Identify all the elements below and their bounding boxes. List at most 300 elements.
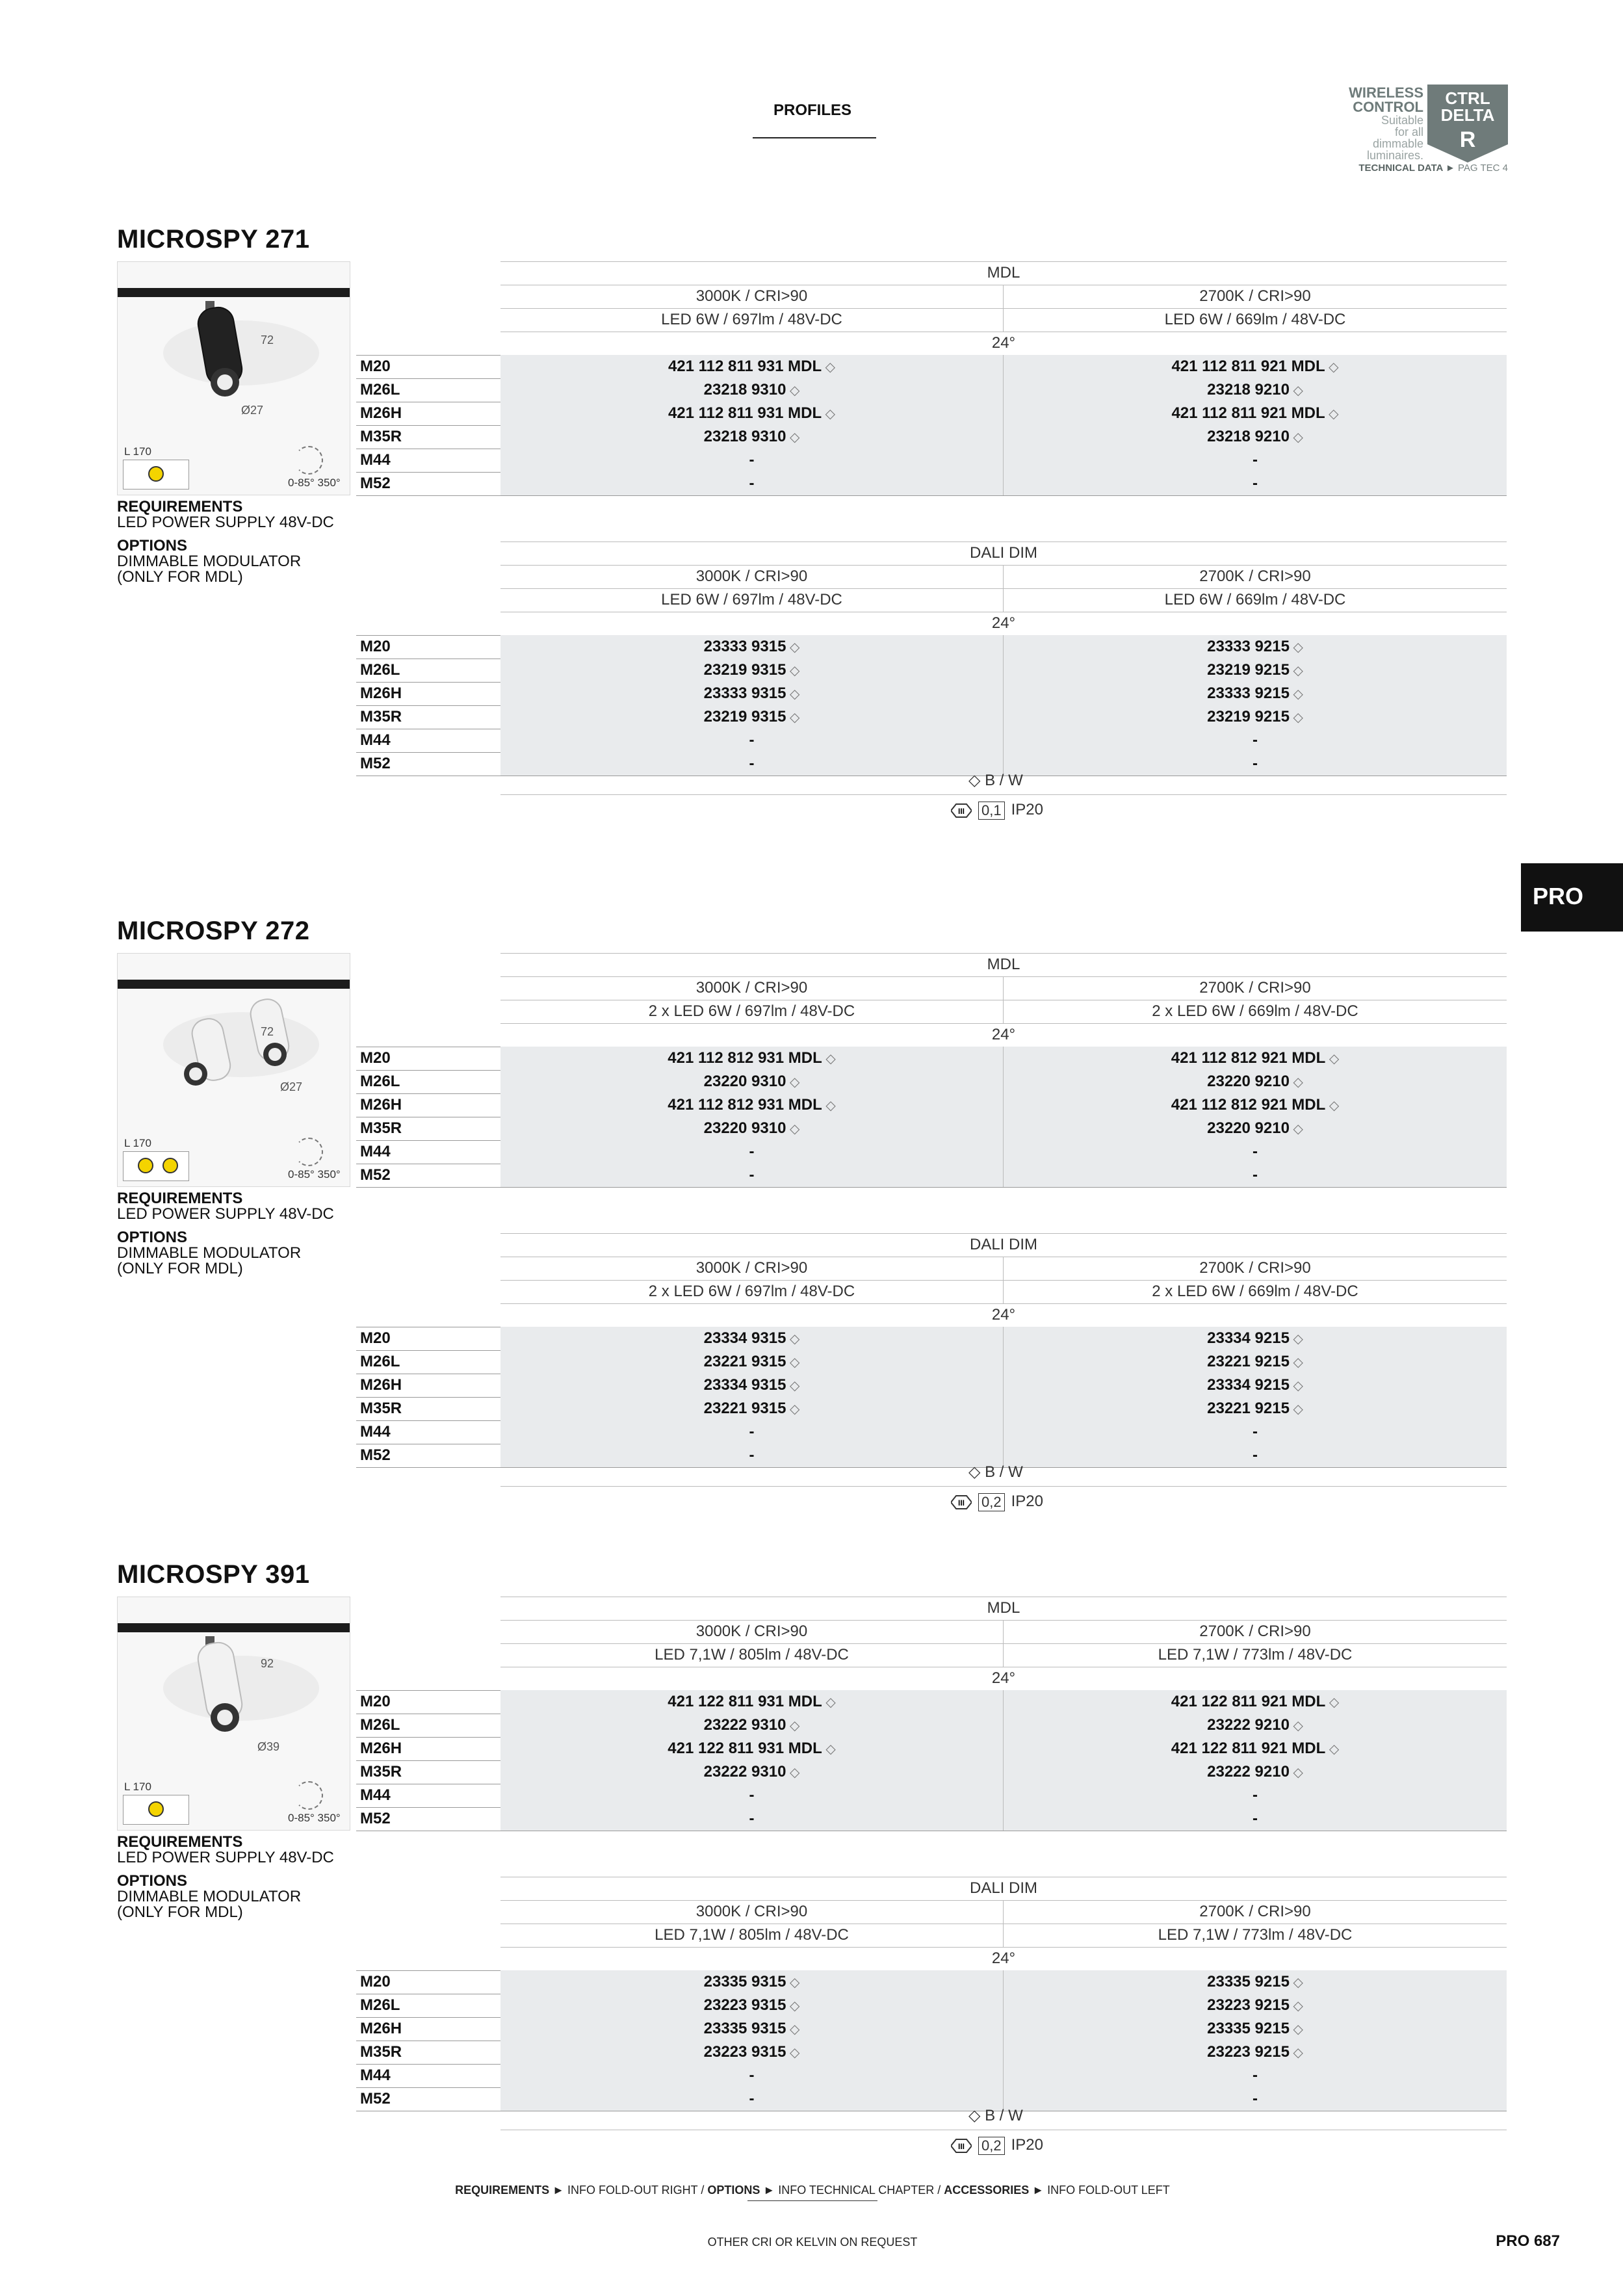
track-type-label: M35R [360,1119,402,1137]
product-code-text: 23219 9215 [1207,661,1290,679]
product-code-right [1004,1807,1507,1831]
finish-diamond-icon: ◇ [1325,1742,1340,1756]
table-title: DALI DIM [969,1236,1037,1253]
table-header-row [356,1257,1507,1280]
product-code-text: 23335 9315 [703,2020,786,2037]
product-code-text: 23222 9210 [1207,1763,1290,1781]
product-code-text: 23335 9215 [1207,2020,1290,2037]
product-code-left [500,1444,1003,1467]
finish-diamond-icon: ◇ [1289,1719,1303,1733]
finish-diamond-icon: ◇ [786,1402,800,1416]
finish-diamond-icon: ◇ [786,687,800,701]
track-type-label: M44 [360,731,391,749]
track-type-label: M44 [360,1143,391,1160]
requirements-heading: REQUIREMENTS [117,1833,243,1851]
rotation-icon [294,1138,323,1166]
requirements-value: LED POWER SUPPLY 48V-DC [117,514,334,531]
product-code-text: 23220 9210 [1207,1119,1290,1137]
suitable-line-4: luminaires. [1366,149,1423,162]
table-title: MDL [987,956,1020,973]
footer-req-text: INFO FOLD-OUT RIGHT / [567,2184,705,2197]
cct-left: 3000K / CRI>90 [695,979,808,997]
row-rule [356,495,1507,496]
track-type-label: M35R [360,708,402,725]
product-code-left [500,1117,1003,1140]
led-spec-right: LED 7,1W / 773lm / 48V-DC [1158,1926,1353,1944]
table-row [356,378,1507,402]
beam-angle: 24° [991,1026,1016,1043]
product-code-right [1004,1327,1507,1350]
product-code-right [1004,635,1507,659]
track-type-label: M26H [360,404,402,422]
table-header-row [356,1924,1507,1947]
product-code-left [500,1070,1003,1093]
finish-diamond-icon: ◇ [1289,640,1303,655]
product-code-text: 23219 9315 [703,661,786,679]
track-type-label: M44 [360,1786,391,1804]
finish-diamond-icon: ◇ [786,1075,800,1089]
rotation-label: 0-85° 350° [288,476,341,489]
led-dot-icon [148,1801,164,1817]
product-code-text: 23218 9310 [703,428,786,445]
column-divider [1003,1970,1004,1994]
product-code-left [500,1970,1003,1994]
table-row [356,729,1507,752]
finish-note: ◇ B / W [968,2107,1023,2124]
product-title: MICROSPY 391 [117,1560,310,1589]
finish-diamond-icon: ◇ [1289,1766,1303,1780]
finish-diamond-icon: ◇ [786,1999,800,2013]
product-code-left [500,2017,1003,2041]
product-code-text: 421 112 812 931 MDL [668,1096,822,1114]
table-header-row [356,1303,1507,1327]
column-divider [1003,1397,1004,1420]
column-divider [1003,355,1004,378]
finish-diamond-icon: ◇ [786,1122,800,1136]
footer-req-label: REQUIREMENTS ► [455,2184,564,2197]
track-type-label: M26H [360,685,402,702]
table-header-row [356,285,1507,308]
product-code-left [500,1093,1003,1117]
track-type-label: M26L [360,1353,400,1370]
finish-diamond-icon: ◇ [786,1976,800,1990]
footer-note: OTHER CRI OR KELVIN ON REQUEST [707,2236,918,2249]
led-dot-icon [138,1158,153,1173]
product-code-text: - [749,755,755,772]
product-code-right [1004,1093,1507,1117]
options-line-2: (ONLY FOR MDL) [117,1903,243,1921]
finish-diamond-icon: ◇ [1289,664,1303,678]
beam-angle: 24° [991,614,1016,632]
product-code-text: 421 112 812 931 MDL [668,1049,822,1067]
finish-diamond-icon: ◇ [1289,711,1303,725]
product-code-left [500,705,1003,729]
column-divider [1003,1280,1004,1303]
product-code-text: 23335 9215 [1207,1973,1290,1990]
led-spec-right: LED 6W / 669lm / 48V-DC [1164,591,1346,608]
product-photo [117,953,350,1187]
table-row [356,402,1507,425]
product-code-right [1004,1714,1507,1737]
dimension-height: 72 [261,333,274,346]
led-spec-left: LED 6W / 697lm / 48V-DC [661,591,842,608]
product-code-text: 23220 9310 [703,1073,786,1090]
table-row [356,2087,1507,2111]
footer-acc-label: ACCESSORIES ► [944,2184,1045,2197]
section-title-underline [753,137,876,138]
finish-diamond-icon: ◇ [1289,1075,1303,1089]
cct-right: 2700K / CRI>90 [1199,1259,1311,1277]
finish-diamond-icon: ◇ [822,1099,836,1113]
product-code-text: 23223 9215 [1207,2043,1290,2061]
track-type-label: M26L [360,381,400,398]
led-spec-left: LED 7,1W / 805lm / 48V-DC [655,1646,849,1663]
product-code-right [1004,1690,1507,1714]
product-code-right [1004,1737,1507,1760]
product-code-text: - [749,731,755,749]
table-row [356,355,1507,378]
product-code-right [1004,425,1507,449]
spec-table [356,953,1507,1188]
requirements-options-notes [117,1191,338,1277]
length-label: L 170 [124,1781,151,1793]
column-divider [1003,635,1004,659]
product-code-text: 23222 9310 [703,1716,786,1734]
finish-diamond-icon: ◇ [822,1052,836,1066]
finish-diamond-icon: ◇ [1289,1379,1303,1393]
options-line-1: DIMMABLE MODULATOR [117,553,302,570]
track-type-label: M20 [360,1973,391,1990]
track-type-label: M26L [360,1716,400,1734]
product-code-text: - [1253,1143,1258,1160]
length-label: L 170 [124,445,151,458]
product-code-right [1004,1994,1507,2017]
requirements-heading: REQUIREMENTS [117,1190,243,1207]
ip-rating-line [951,801,1043,820]
cct-right: 2700K / CRI>90 [1199,287,1311,305]
led-spec-left: LED 6W / 697lm / 48V-DC [661,311,842,328]
dimension-height: 72 [261,1025,274,1038]
table-header-row [356,1877,1507,1900]
product-code-text: 421 112 811 931 MDL [668,358,822,375]
track-type-label: M52 [360,1810,391,1827]
product-code-text: 23221 9315 [703,1353,786,1370]
product-code-text: - [749,1143,755,1160]
table-header-row [356,1023,1507,1047]
finish-diamond-icon: ◇ [1289,1332,1303,1346]
product-code-text: - [1253,1810,1258,1827]
product-code-left [500,378,1003,402]
column-divider [1003,1350,1004,1374]
power-box: 0,2 [978,2137,1005,2155]
finish-rule [500,794,1507,795]
product-code-left [500,1807,1003,1831]
beam-angle: 24° [991,1306,1016,1324]
column-divider [1003,565,1004,588]
product-code-text: 23219 9215 [1207,708,1290,725]
track-type-label: M26L [360,1996,400,2014]
suitable-line-1: Suitable [1381,114,1423,127]
product-code-text: 23221 9215 [1207,1353,1290,1370]
row-rule [356,1187,1507,1188]
table-header-row [356,1280,1507,1303]
column-divider [1003,1924,1004,1947]
product-code-right [1004,1970,1507,1994]
finish-diamond-icon: ◇ [1289,2046,1303,2060]
product-code-text: 23219 9315 [703,708,786,725]
finish-diamond-icon: ◇ [822,360,836,374]
product-code-text: - [1253,755,1258,772]
table-row [356,449,1507,472]
table-row [356,1164,1507,1187]
column-divider [1003,1117,1004,1140]
product-code-text: 421 122 811 931 MDL [668,1693,822,1710]
track-type-label: M26H [360,2020,402,2037]
product-code-right [1004,472,1507,495]
product-code-text: - [1253,475,1258,492]
technical-data-link[interactable] [1319,163,1508,174]
product-code-text: - [749,1423,755,1441]
product-code-right [1004,355,1507,378]
track-type-label: M20 [360,1693,391,1710]
product-code-text: 421 112 812 921 MDL [1171,1049,1326,1067]
finish-diamond-icon: ◇ [786,384,800,398]
footer-acc-text: INFO FOLD-OUT LEFT [1047,2184,1170,2197]
track-type-label: M52 [360,755,391,772]
options-line-1: DIMMABLE MODULATOR [117,1888,302,1905]
led-spec-left: 2 x LED 6W / 697lm / 48V-DC [648,1283,855,1300]
beam-angle: 24° [991,334,1016,352]
product-code-left [500,2064,1003,2087]
table-row [356,1737,1507,1760]
column-divider [1003,659,1004,682]
product-code-text: - [1253,731,1258,749]
table-header-row [356,953,1507,976]
badge-line-3: R [1459,127,1476,152]
product-code-right [1004,2041,1507,2064]
track-type-label: M26H [360,1376,402,1394]
cct-left: 3000K / CRI>90 [695,567,808,585]
product-code-left [500,1994,1003,2017]
table-row [356,752,1507,776]
finish-diamond-icon: ◇ [822,1742,836,1756]
spec-table [356,1877,1507,2111]
table-row [356,635,1507,659]
dimension-height: 92 [261,1657,274,1670]
track-type-label: M26L [360,1073,400,1090]
table-bottom-rule [356,1467,1507,1468]
table-row [356,1760,1507,1784]
section-title: PROFILES [773,101,851,119]
column-divider [1003,1690,1004,1714]
cct-right: 2700K / CRI>90 [1199,567,1311,585]
product-code-text: 421 122 811 921 MDL [1171,1693,1326,1710]
product-code-text: - [749,2090,755,2107]
product-photo [117,261,350,495]
column-divider [1003,2017,1004,2041]
track-type-label: M20 [360,638,391,655]
options-heading: OPTIONS [117,537,188,554]
product-code-text: 23220 9210 [1207,1073,1290,1090]
finish-diamond-icon: ◇ [786,1355,800,1370]
product-code-right [1004,402,1507,425]
product-title: MICROSPY 272 [117,917,310,945]
table-header-row [356,308,1507,332]
requirements-value: LED POWER SUPPLY 48V-DC [117,1205,334,1223]
column-divider [1003,588,1004,612]
column-divider [1003,976,1004,1000]
table-header-row [356,1667,1507,1690]
svg-text:III: III [957,2141,965,2151]
column-divider [1003,2041,1004,2064]
product-code-right [1004,1047,1507,1070]
table-row [356,1093,1507,1117]
product-code-left [500,659,1003,682]
table-header-row [356,612,1507,635]
product-code-left [500,1164,1003,1187]
column-divider [1003,308,1004,332]
ip-rating-line [951,2136,1043,2155]
finish-diamond-icon: ◇ [786,640,800,655]
led-spec-right: 2 x LED 6W / 669lm / 48V-DC [1152,1283,1358,1300]
finish-diamond-icon: ◇ [1325,407,1339,421]
track-type-label: M52 [360,1446,391,1464]
finish-diamond-icon: ◇ [1325,1099,1340,1113]
wireless-control-label [1319,86,1423,161]
table-row [356,1327,1507,1350]
column-divider [1003,1807,1004,1831]
side-tab-label: PRO [1533,883,1584,909]
column-divider [1003,1257,1004,1280]
cct-right: 2700K / CRI>90 [1199,1623,1311,1640]
product-code-text: 23333 9215 [1207,638,1290,655]
product-code-text: 23218 9210 [1207,381,1290,398]
table-header-row [356,1643,1507,1667]
product-code-left [500,1374,1003,1397]
product-code-text: 23335 9315 [703,1973,786,1990]
product-code-right [1004,1397,1507,1420]
spec-table [356,1233,1507,1468]
led-spec-right: LED 6W / 669lm / 48V-DC [1164,311,1346,328]
product-code-text: - [1253,1786,1258,1804]
product-code-right [1004,2017,1507,2041]
finish-diamond-icon: ◇ [1289,1122,1303,1136]
product-code-left [500,425,1003,449]
product-code-right [1004,1164,1507,1187]
options-heading: OPTIONS [117,1229,188,1246]
finish-diamond-icon: ◇ [1289,687,1303,701]
finish-diamond-icon: ◇ [1289,430,1303,445]
column-divider [1003,1164,1004,1187]
product-code-left [500,1420,1003,1444]
footer-rule [747,2200,877,2201]
table-row [356,425,1507,449]
table-row [356,1397,1507,1420]
track-type-label: M52 [360,1166,391,1184]
rotation-icon [294,1781,323,1810]
product-code-text: 23223 9215 [1207,1996,1290,2014]
finish-diamond-icon: ◇ [786,664,800,678]
table-row [356,1690,1507,1714]
table-header-row [356,1597,1507,1620]
product-code-right [1004,1784,1507,1807]
led-dot-icon [162,1158,178,1173]
table-row [356,1420,1507,1444]
column-divider [1003,1070,1004,1093]
table-header-row [356,332,1507,355]
column-divider [1003,1737,1004,1760]
track-type-label: M26L [360,661,400,679]
table-row [356,2041,1507,2064]
requirements-value: LED POWER SUPPLY 48V-DC [117,1849,334,1866]
product-code-text: - [1253,1446,1258,1464]
column-divider [1003,1327,1004,1350]
product-code-right [1004,2064,1507,2087]
product-code-text: - [1253,1166,1258,1184]
dimension-diameter: Ø27 [241,404,264,417]
finish-note: ◇ B / W [968,1463,1023,1481]
requirements-heading: REQUIREMENTS [117,498,243,515]
badge-line-1: CTRL [1445,88,1490,108]
product-code-left [500,402,1003,425]
track-type-label: M20 [360,1329,391,1347]
beam-angle: 24° [991,1950,1016,1967]
product-code-right [1004,378,1507,402]
finish-diamond-icon: ◇ [1289,1976,1303,1990]
suitable-line-2: for all [1394,125,1423,138]
table-row [356,659,1507,682]
column-divider [1003,1643,1004,1667]
product-code-text: - [749,475,755,492]
ip-rating: IP20 [1011,801,1043,818]
product-code-text: 23334 9315 [703,1329,786,1347]
led-spec-left: 2 x LED 6W / 697lm / 48V-DC [648,1002,855,1020]
options-line-1: DIMMABLE MODULATOR [117,1244,302,1262]
table-row [356,1117,1507,1140]
finish-diamond-icon: ◇ [822,1695,836,1710]
table-row [356,1807,1507,1831]
product-code-text: 23220 9310 [703,1119,786,1137]
column-divider [1003,1000,1004,1023]
track-type-label: M35R [360,428,402,445]
spec-table [356,261,1507,496]
track-type-label: M20 [360,1049,391,1067]
dimension-diameter: Ø27 [280,1080,303,1093]
column-divider [1003,1760,1004,1784]
finish-diamond-icon: ◇ [786,1719,800,1733]
wireless-line-2: CONTROL [1353,99,1423,115]
beam-angle: 24° [991,1669,1016,1687]
footer-opt-text: INFO TECHNICAL CHAPTER / [778,2184,941,2197]
product-code-text: 421 112 811 931 MDL [668,404,822,422]
ip-rating: IP20 [1011,2136,1043,2154]
ctrl-delta-badge-icon [1427,85,1508,163]
table-header-row [356,1000,1507,1023]
rotation-icon [294,446,323,475]
table-row [356,1714,1507,1737]
product-code-text: 421 112 811 921 MDL [1171,358,1325,375]
product-code-right [1004,705,1507,729]
product-code-text: 23223 9315 [703,1996,786,2014]
side-tab-pro[interactable] [1521,863,1623,932]
product-code-text: 23218 9310 [703,381,786,398]
product-code-left [500,1714,1003,1737]
finish-diamond-icon: ◇ [786,430,800,445]
product-photo [117,1597,350,1831]
table-bottom-rule [356,495,1507,496]
product-code-left [500,472,1003,495]
table-title: MDL [987,264,1020,281]
